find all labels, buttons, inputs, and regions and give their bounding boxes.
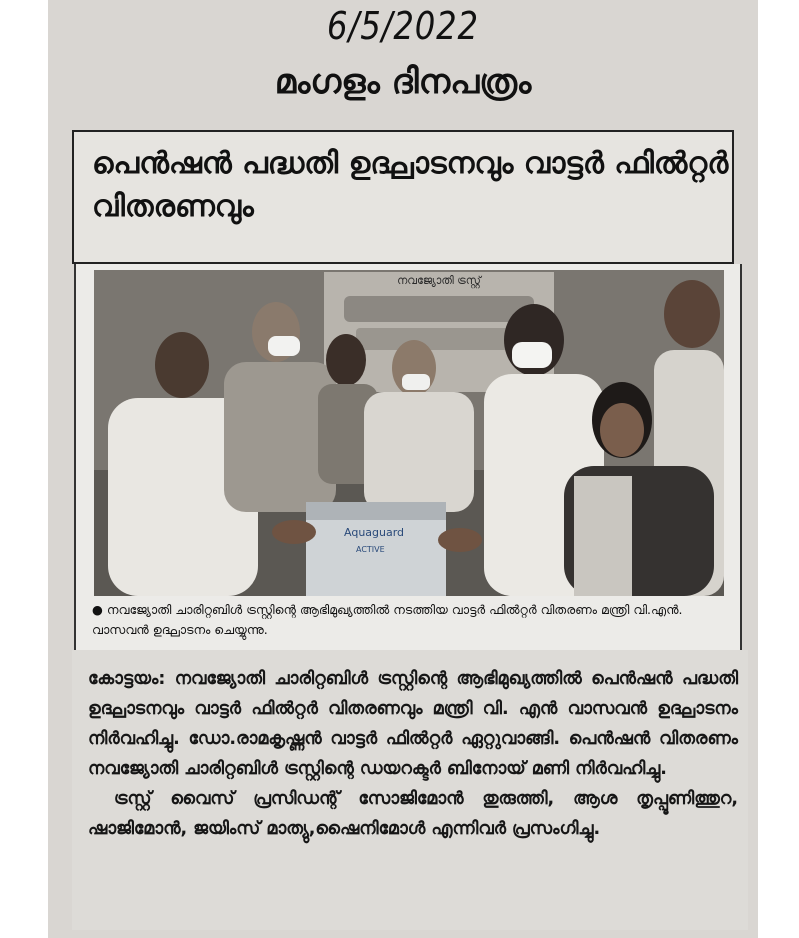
headline: പെൻഷൻ പദ്ധതി ഉദ്ഘാടനവും വാട്ടർ ഫിൽറ്റർ വിതരണവും [92,146,729,224]
photo-frame [74,264,742,650]
box-brand-text: Aquaguard [344,526,405,539]
clipping-date: 6/5/2022 [327,4,479,48]
article-paragraph-1: കോട്ടയം: നവജ്യോതി ചാരിറ്റബിൾ ട്രസ്റ്റിന്റെ ആഭിമുഖ്യത്തിൽ പെൻഷൻ പദ്ധതി ഉദ്ഘാടനവും വാട്ടർ ഫിൽറ്റർ വിതരണവും മന്ത്രി വി. എൻ വാസവൻ ഉദ്ഘാടനം നിർവഹിച്ചു. ഡോ.രാമകൃഷ്ണൻ വാട്ടർ ഫിൽറ്റർ ഏറ്റുവാങ്ങി. പെൻഷൻ വിതരണം നവജ്യോതി ചാരിറ്റബിൾ ട്രസ്റ്റിന്റെ ഡയറക്ടർ ബിനോയ് മണി നിർവഹിച്ചു. [88,669,738,779]
box-sub-text: ACTIVE [356,545,385,554]
news-photo-illustration [94,270,724,596]
news-photo [94,270,724,596]
newspaper-clipping [48,0,758,938]
headline-box [72,130,734,264]
article-text [88,664,738,844]
banner-text: നവജ്യോതി ട്രസ്റ്റ് [397,274,481,287]
article-body [72,650,748,930]
newspaper-name: മംഗളം ദിനപത്രം [274,62,532,102]
article-paragraph-2: ട്രസ്റ്റ് വൈസ് പ്രസിഡന്റ് സോജിമോൻ തുരുത്തി, ആശ തൃപ്പൂണിത്തുറ, ഷാജിമോൻ, ജയിംസ് മാത്യു,ഷൈനിമോൾ എന്നിവർ പ്രസംഗിച്ചു. [88,789,738,839]
photo-caption: ● നവജ്യോതി ചാരിറ്റബിൾ ട്രസ്റ്റിന്റെ ആഭിമുഖ്യത്തിൽ നടത്തിയ വാട്ടർ ഫിൽറ്റർ വിതരണം മന്ത്രി വി.എൻ. വാസവൻ ഉദ്ഘാടനം ചെയ്യുന്നു. [92,602,683,637]
